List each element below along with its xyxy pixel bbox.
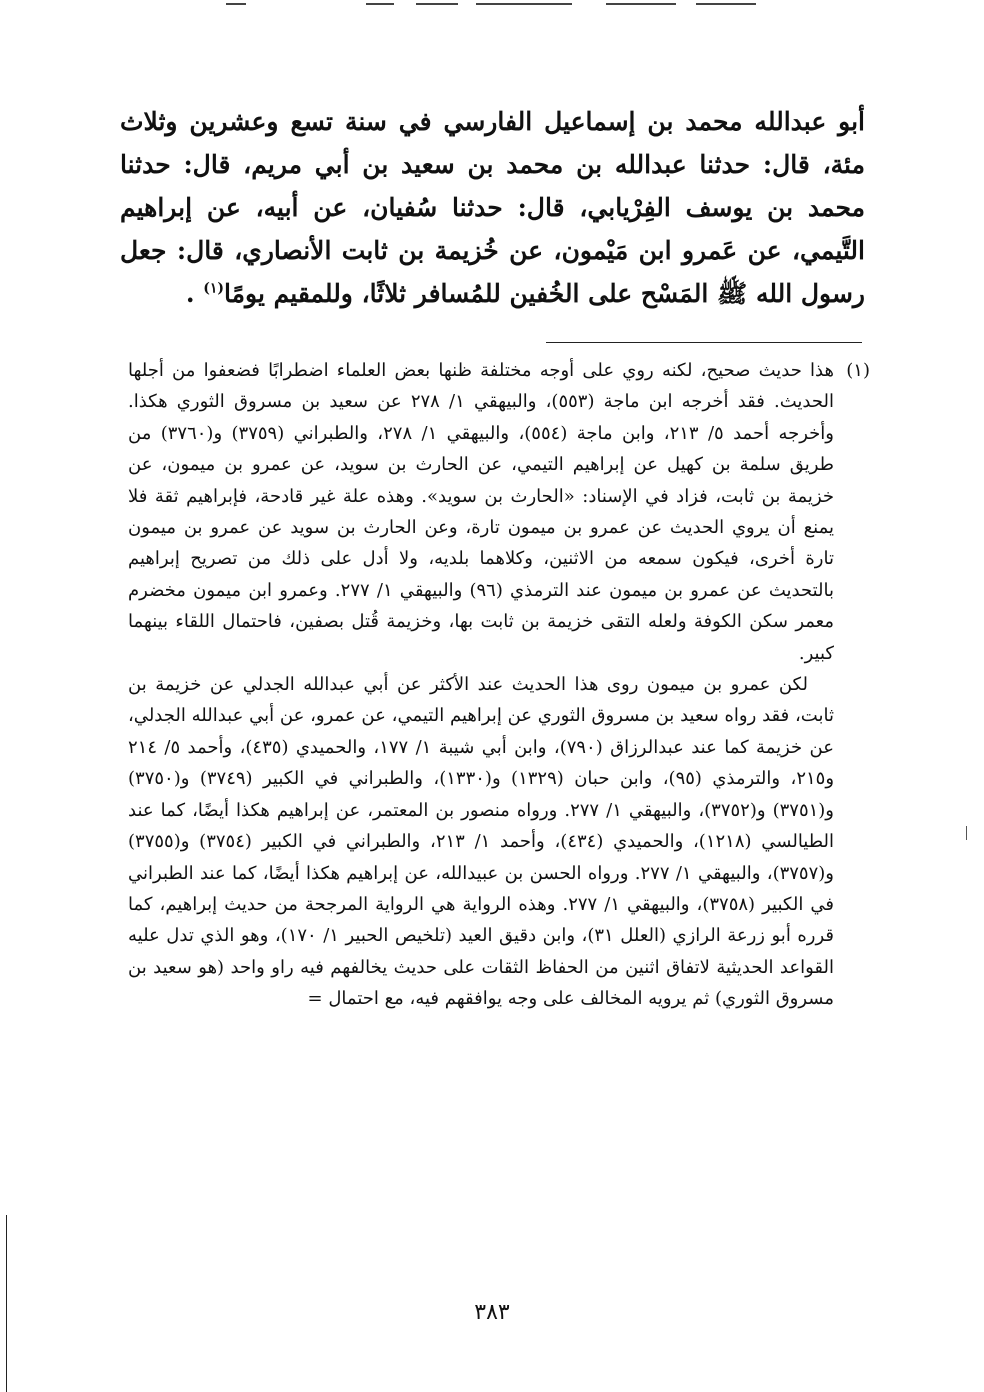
- main-paragraph: [120, 100, 865, 315]
- footnote-number: (١): [846, 360, 870, 381]
- main-end-mark: .: [185, 279, 204, 308]
- footnote-paragraph-1: هذا حديث صحيح، لكنه روي على أوجه مختلفة ظنها بعض العلماء اضطرابًا فضعفوا من أجلها الحديث. فقد أخرجه ابن ماجة (٥٥٣)، والبيهقي ١/ ٢٧٨ عن سعيد بن مسروق الثوري هكذا. وأخرجه أحمد ٥/ ٢١٣، وابن ماجة (٥٥٤)، والبيهقي ١/ ٢٧٨، والطبراني (٣٧٥٩) و(٣٧٦٠) من طريق سلمة بن كهيل عن إبراهيم التيمي، عن الحارث بن سويد، عن عمرو بن ميمون، عن خزيمة بن ثابت، فزاد في الإسناد: «الحارث بن سويد». وهذه علة غير قادحة، فإبراهيم ثقة فلا يمنع أن يروي الحديث عن عمرو بن ميمون تارة، وعن الحارث بن سويد عن عمرو بن ميمون تارة أخرى، فيكون سمعه من الاثنين، وكلاهما بلديه، ولا أدل على ذلك من تصريح إبراهيم بالتحديث عن عمرو بن ميمون عند الترمذي (٩٦) والبيهقي ١/ ٢٧٧. وعمرو ابن ميمون مخضرم معمر سكن الكوفة ولعله التقى خزيمة بن ثابت بها، وخزيمة قُتل بصفين، فاحتمال اللقاء بينهما كبير.: [128, 360, 834, 664]
- top-edge-marks: [226, 0, 786, 8]
- margin-tick: [966, 826, 967, 840]
- main-hadith-text: [120, 100, 865, 315]
- footnote-reference: (١): [203, 280, 225, 297]
- footnote-separator: [546, 342, 862, 343]
- footnote-paragraph-2: لكن عمرو بن ميمون روى هذا الحديث عند الأكثر عن أبي عبدالله الجدلي عن خزيمة بن ثابت، فقد رواه سعيد بن مسروق الثوري عن إبراهيم التيمي، عن عمرو، عن أبي عبدالله الجدلي، عن خزيمة كما عند عبدالرزاق (٧٩٠)، وابن أبي شيبة ١/ ١٧٧، والحميدي (٤٣٥)، وأحمد ٥/ ٢١٤ و٢١٥، والترمذي (٩٥)، وابن حبان (١٣٢٩) و(١٣٣٠)، والطبراني في الكبير (٣٧٤٩) و(٣٧٥٠) و(٣٧٥١) و(٣٧٥٢)، والبيهقي ١/ ٢٧٧. ورواه منصور بن المعتمر، عن إبراهيم هكذا أيضًا، كما عند الطيالسي (١٢١٨)، والحميدي (٤٣٤)، وأحمد ١/ ٢١٣، والطبراني في الكبير (٣٧٥٤) و(٣٧٥٥) و(٣٧٥٧)، والبيهقي ١/ ٢٧٧. ورواه الحسن بن عبيدالله، عن إبراهيم هكذا أيضًا، كما عند الطبراني في الكبير (٣٧٥٨)، والبيهقي ١/ ٢٧٧. وهذه الرواية هي الرواية المرجحة من حديث إبراهيم، كما قرره أبو زرعة الرازي (العلل ٣١)، وابن دقيق العيد (تلخيص الحبير ١/ ١٧٠)، وهو الذي تدل عليه القواعد الحديثية لاتفاق اثنين من الحفاظ الثقات على حديث يخالفهم فيه راو واحد (هو سعيد بن مسروق الثوري) ثم يرويه المخالف على وجه يوافقهم فيه، مع احتمال =: [128, 674, 835, 1010]
- page-number: ٣٨٣: [474, 1300, 510, 1325]
- footnote-1: [128, 355, 870, 1015]
- footnotes-section: [128, 355, 870, 1015]
- main-body-text: أبو عبدالله محمد بن إسماعيل الفارسي في سنة تسع وعشرين وثلاث مئة، قال: حدثنا عبدالله بن محمد بن سعيد بن أبي مريم، قال: حدثنا محمد بن يوسف الفِرْيابي، قال: حدثنا سُفيان، عن أبيه، عن إبراهيم التَّيمي، عن عَمرو ابن مَيْمون، عن خُزيمة بن ثابت الأنصاري، قال: جعل رسول الله ﷺ المَسْح على الخُفين للمُسافر ثلاثًا، وللمقيم يومًا: [120, 107, 865, 308]
